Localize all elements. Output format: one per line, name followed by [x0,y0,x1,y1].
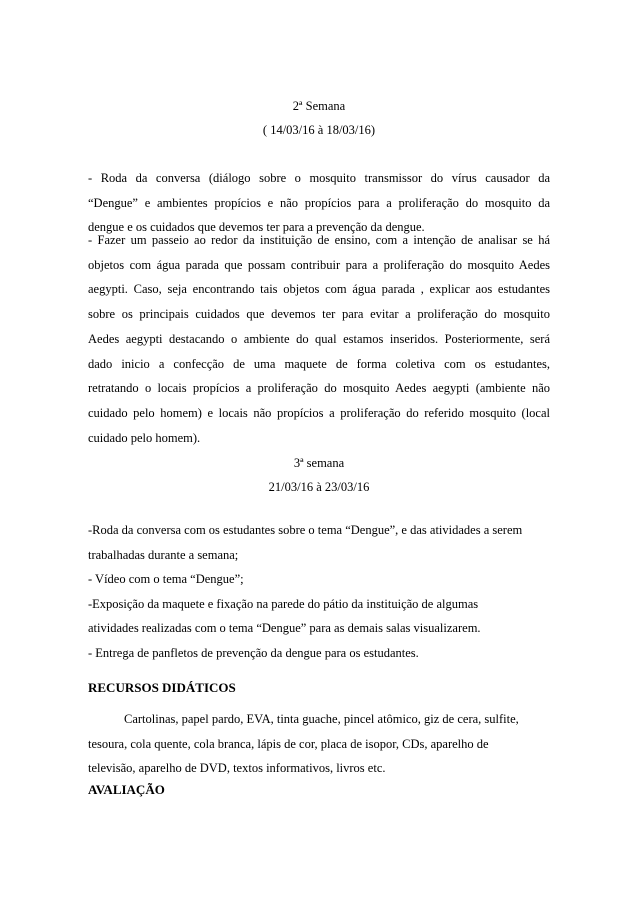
list-item: -Roda da conversa com os estudantes sobre o tema “Dengue”, e das atividades a serem [88,523,523,537]
list-item: - Entrega de panfletos de prevenção da dengue para os estudantes. [88,645,419,660]
text-line: Aedes aegypti destacando o ambiente do qual estamos inseridos. Posteriormente, será [88,331,550,346]
week2-dates: ( 14/03/16 à 18/03/16) [262,123,376,137]
text-line: dado inicio a confecção de uma maquete de forma coletiva com os estudantes, [88,356,550,371]
text-line: dengue e os cuidados que devemos ter para a prevenção da dengue. [88,220,425,235]
text-line: televisão, aparelho de DVD, textos informativos, livros etc. [88,761,386,775]
week3-title: 3ª semana [293,456,345,470]
week2-title: 2ª Semana [292,99,346,113]
text-line: tesoura, cola quente, cola branca, lápis de cor, placa de isopor, CDs, aparelho de [88,736,489,751]
list-item: atividades realizadas com o tema “Dengue” para as demais salas visualizarem. [88,621,481,635]
week3-dates: 21/03/16 à 23/03/16 [268,480,370,494]
text-line: objetos com água parada que possam contribuir para a proliferação do mosquito Aedes [88,257,550,272]
text-line: cuidado pelo homem). [88,430,201,445]
text-line: aegypti. Caso, seja encontrando tais objetos com água parada , explicar aos estudantes [88,282,550,297]
text-line: - Roda da conversa (diálogo sobre o mosquito transmissor do vírus causador da [88,171,550,185]
text-line: sobre os principais cuidados que devemos ter para evitar a proliferação do mosquito [88,307,550,322]
text-line: cuidado pelo homem) e locais não propícios a proliferação do referido mosquito (local [88,405,550,420]
list-item: trabalhadas durante a semana; [88,547,239,562]
evaluation-heading: AVALIAÇÃO [88,782,165,797]
resources-heading: RECURSOS DIDÁTICOS [88,680,236,695]
text-line: “Dengue” e ambientes propícios e não propícios para a proliferação do mosquito da [88,195,550,210]
text-line: retratando o locais propícios a proliferação do mosquito Aedes aegypti (ambiente não [88,381,550,396]
week2-paragraph-2 [88,228,550,450]
text-line: Cartolinas, papel pardo, EVA, tinta guache, pincel atômico, giz de cera, sulfite, [124,712,519,726]
week3-activity-list [88,518,522,665]
resources-paragraph [88,707,519,781]
text-line: - Fazer um passeio ao redor da instituição de ensino, com a intenção de analisar se há [88,233,550,247]
list-item: -Exposição da maquete e fixação na parede do pátio da instituição de algumas [88,596,479,611]
list-item: - Vídeo com o tema “Dengue”; [88,572,244,586]
